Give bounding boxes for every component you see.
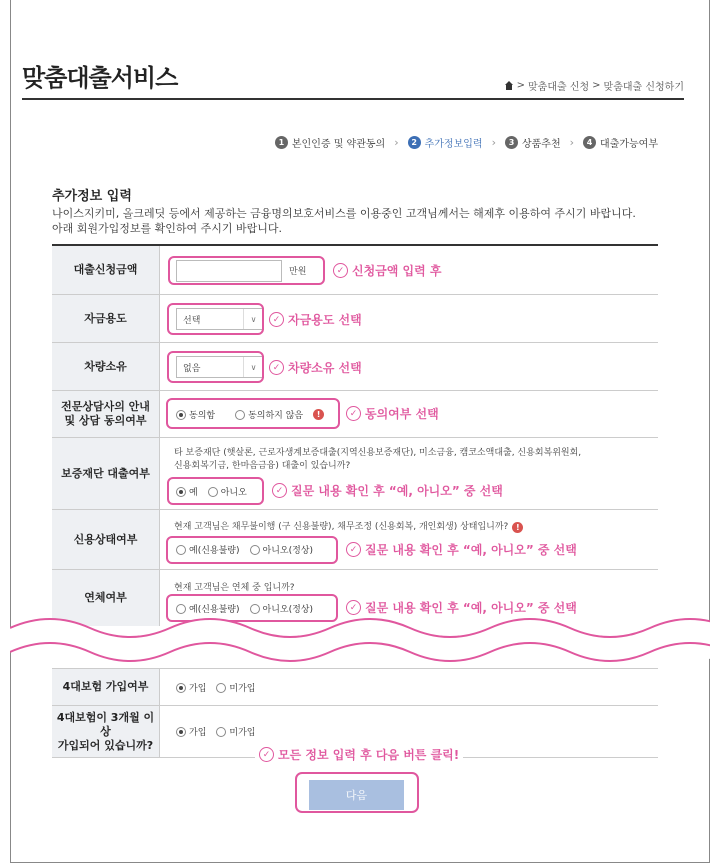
wave-break xyxy=(10,610,710,670)
check-icon: ✓ xyxy=(269,360,284,375)
question-text: 현재 고객님은 연체 중 입니까? xyxy=(174,583,295,593)
annotation-amount: ✓ 신청금액 입력 후 xyxy=(333,262,442,279)
header-divider xyxy=(22,98,684,100)
step-label: 대출가능여부 xyxy=(600,139,658,150)
check-icon: ✓ xyxy=(333,263,348,278)
check-icon: ✓ xyxy=(346,600,361,615)
credit-no-radio[interactable]: 아니오(정상) xyxy=(250,543,314,556)
row-label: 4대보험 가입여부 xyxy=(52,669,160,705)
highlight-box xyxy=(166,536,338,564)
chevron-right-icon: › xyxy=(569,136,575,149)
info-icon[interactable]: ! xyxy=(512,522,523,533)
info-icon[interactable]: ! xyxy=(313,409,324,420)
question-text: 타 보증재단 (햇살론, 근로자생계보증대출(지역신용보증재단), 미소금융, 캠코소액대출, 신용회복위원회, 신용회복기금, 한마음금융) 대출이 있습니까? xyxy=(174,448,582,471)
guarantee-yes-radio[interactable]: 예 xyxy=(176,485,198,498)
step-4 xyxy=(583,135,658,150)
car-select[interactable]: 없음 ∨ xyxy=(176,356,264,378)
credit-yes-radio[interactable]: 예(신용불량) xyxy=(176,543,240,556)
breadcrumb-item: 맞춤대출 신청하기 xyxy=(603,82,684,93)
check-icon: ✓ xyxy=(346,406,361,421)
row-label: 대출신청금액 xyxy=(52,246,160,294)
row-label: 연체여부 xyxy=(52,570,160,626)
insurance3-no-radio[interactable]: 미가입 xyxy=(216,725,255,738)
consult-agree-radio[interactable]: 동의함 xyxy=(176,408,215,421)
row-credit xyxy=(52,510,658,570)
breadcrumb-sep: > xyxy=(592,80,601,91)
row-guarantee xyxy=(52,438,658,510)
section-title: 추가정보 입력 xyxy=(52,189,132,204)
step-label: 본인인증 및 약관동의 xyxy=(291,139,386,150)
consult-disagree-radio[interactable]: 동의하지 않음 xyxy=(235,408,303,421)
highlight-box xyxy=(166,398,340,429)
next-button[interactable]: 다음 xyxy=(309,780,404,810)
step-1 xyxy=(275,135,385,150)
description-line: 아래 회원가입정보를 확인하여 주시기 바랍니다. xyxy=(52,222,283,235)
chevron-down-icon: ∨ xyxy=(243,309,263,329)
step-indicator xyxy=(275,135,658,150)
check-icon: ✓ xyxy=(269,312,284,327)
guarantee-no-radio[interactable]: 아니오 xyxy=(208,485,247,498)
insurance3-yes-radio[interactable]: 가입 xyxy=(176,725,206,738)
amount-unit: 만원 xyxy=(289,267,307,277)
annotation-guarantee: ✓ 질문 내용 확인 후 “예, 아니오” 중 선택 xyxy=(272,482,503,499)
row-label: 자금용도 xyxy=(52,295,160,342)
annotation-consult: ✓ 동의여부 선택 xyxy=(346,405,439,422)
chevron-right-icon: › xyxy=(491,136,496,149)
overdue-yes-radio[interactable]: 예(신용불량) xyxy=(176,602,240,615)
row-label: 전문상담사의 안내 및 상담 동의여부 xyxy=(52,391,160,437)
highlight-box xyxy=(167,477,264,505)
step-number: 2 xyxy=(408,136,421,149)
purpose-select[interactable]: 선택 ∨ xyxy=(176,308,264,330)
highlight-box xyxy=(167,303,264,335)
step-number: 3 xyxy=(505,136,518,149)
home-icon[interactable] xyxy=(505,81,514,90)
breadcrumb-sep: > xyxy=(516,80,525,91)
annotation-overdue: ✓ 질문 내용 확인 후 “예, 아니오” 중 선택 xyxy=(346,599,577,616)
question-text: 현재 고객님은 채무불이행 (구 신용불량), 채무조정 (신용회복, 개인회생) 상태입니까? ! xyxy=(174,521,523,534)
step-label: 상품추천 xyxy=(521,139,561,150)
radio-button[interactable] xyxy=(216,727,226,737)
step-3 xyxy=(505,135,561,150)
radio-button[interactable] xyxy=(216,683,226,693)
check-icon: ✓ xyxy=(259,747,274,762)
step-label: 추가정보입력 xyxy=(424,139,483,150)
row-label: 보증재단 대출여부 xyxy=(52,438,160,509)
row-label: 신용상태여부 xyxy=(52,510,160,569)
annotation-purpose: ✓ 자금용도 선택 xyxy=(269,311,362,328)
highlight-box xyxy=(167,351,264,383)
annotation-credit: ✓ 질문 내용 확인 후 “예, 아니오” 중 선택 xyxy=(346,541,577,558)
row-insurance xyxy=(52,668,658,706)
overdue-no-radio[interactable]: 아니오(정상) xyxy=(250,602,314,615)
check-icon: ✓ xyxy=(272,483,287,498)
radio-button[interactable] xyxy=(176,727,186,737)
section-description xyxy=(52,206,636,236)
step-number: 4 xyxy=(583,136,596,149)
highlight-box xyxy=(168,256,325,285)
step-2 xyxy=(408,135,483,150)
step-number: 1 xyxy=(275,136,288,149)
insurance-yes-radio[interactable]: 가입 xyxy=(176,681,206,694)
page-title: 맞춤대출서비스 xyxy=(22,64,178,92)
annotation-final: ✓ 모든 정보 입력 후 다음 버튼 클릭! xyxy=(255,746,463,763)
description-line: 나이스지키미, 올크레딧 등에서 제공하는 금융명의보호서비스를 이용중인 고객님께서는 해제후 이용하여 주시기 바랍니다. xyxy=(52,207,636,220)
radio-button[interactable] xyxy=(176,683,186,693)
check-icon: ✓ xyxy=(346,542,361,557)
breadcrumb-item[interactable]: 맞춤대출 신청 xyxy=(528,82,590,93)
annotation-car: ✓ 차량소유 선택 xyxy=(269,359,362,376)
chevron-down-icon: ∨ xyxy=(243,357,263,377)
chevron-right-icon: › xyxy=(394,136,399,149)
row-label: 차량소유 xyxy=(52,343,160,390)
row-label: 4대보험이 3개월 이상 가입되어 있습니까? xyxy=(52,706,160,757)
insurance-no-radio[interactable]: 미가입 xyxy=(216,681,255,694)
breadcrumb xyxy=(505,78,684,93)
